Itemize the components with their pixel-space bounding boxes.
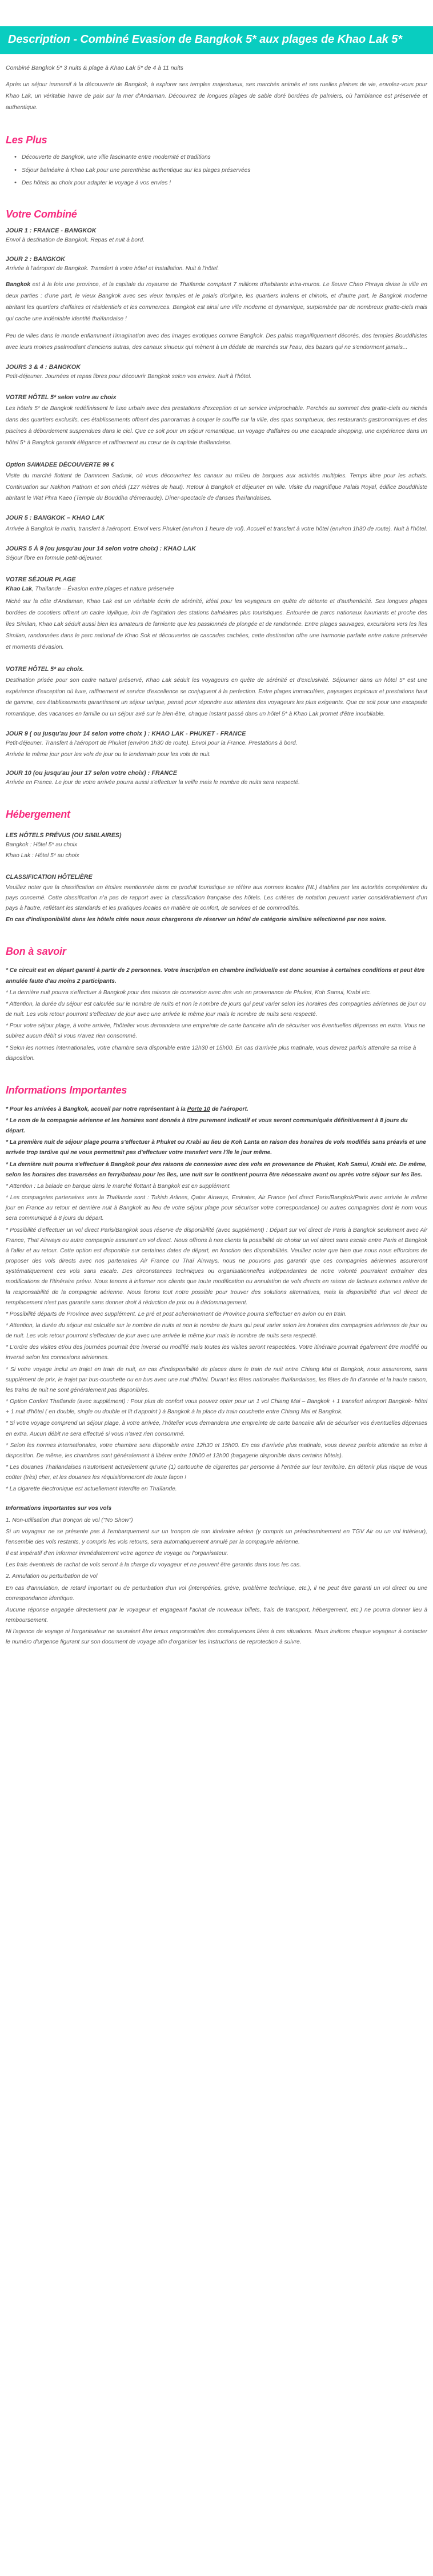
vols-item: Si un voyageur ne se présente pas à l'embarquement sur un tronçon de son itinéraire aérien (y compris un préacheminement en TGV Air ou un vol intérieur), l'ensemble des vols restants, y compris les vols retours, sera automatiquement annulé par la compagnie aérienne. xyxy=(6,1528,427,1545)
day-title-10: JOUR 10 (ou jusqu'au jour 17 selon votre choix) : FRANCE xyxy=(6,770,178,777)
vols-item: Il est impératif d'en informer immédiatement votre agence de voyage ou l'organisateur. xyxy=(6,1550,228,1557)
khao-lak-bold: Khao Lak xyxy=(6,585,32,592)
info-item: * La cigarette électronique est actuellement interdite en Thaïlande. xyxy=(6,1486,177,1493)
porte-10-underline: Porte 10 xyxy=(187,1106,210,1112)
bon-a-savoir-item: * La dernière nuit pourra s'effectuer à Bangkok pour des raisons de connexion avec des vols en provenance de Phuket, Koh Samui, Krabi etc. xyxy=(6,989,371,996)
vols-item: Aucune réponse engagée directement par le voyageur et engageant l'achat de nouveaux billets, frais de transport, hébergement, etc.) ne pourra donner lieu à remboursement. xyxy=(6,1606,427,1624)
vols-item: 2. Annulation ou perturbation de vol xyxy=(6,1573,98,1580)
section-heading-bon-a-savoir: Bon à savoir xyxy=(6,946,66,958)
list-item: • Séjour balnéaire à Khao Lak pour une parenthèse authentique sur les plages préservées xyxy=(22,166,427,175)
info-item: * La première nuit de séjour plage pourra s'effectuer à Phuket ou Krabi au lieu de Koh Lanta en raison des horaires de vols modifiés sans préavis et une arrivée trop tardive qui ne vous permettrait pas d'effectuer votre transfert vers l'île le jour même. xyxy=(6,1139,426,1156)
vols-item: Ni l'agence de voyage ni l'organisateur ne sauraient être tenus responsables des conséquences liées à ces situations. Nous invitons chaque voyageur à contacter le numéro d'urgence figurant sur son document de voyage afin d'organiser les instructions de reprotection à suivre. xyxy=(6,1629,427,1646)
les-plus-list xyxy=(6,153,427,188)
page-content xyxy=(0,63,433,1648)
day-text-5-to-9: Séjour libre en formule petit-déjeuner. xyxy=(6,555,103,562)
info-item-pre: * Pour les arrivées à Bangkok, accueil par notre représentant à la xyxy=(6,1106,187,1112)
day-text-5: Arrivée à Bangkok le matin, transfert à l'aéroport. Envol vers Phuket (environ 1 heure de vol). Accueil et transfert à votre hôtel (environ 1h30 de route). Nuit à l'hôtel. xyxy=(6,526,427,533)
day-text-2: Arrivée à l'aéroport de Bangkok. Transfert à votre hôtel et installation. Nuit à l'hôtel. xyxy=(6,265,219,272)
day-title-2: JOUR 2 : BANGKOK xyxy=(6,255,66,263)
info-item: * La dernière nuit pourra s'effectuer à Bangkok pour des raisons de connexion avec des vols en provenance de Phuket, Koh Samui, Krabi etc. De même, selon les horaires des traversées en ferry/bateau pour les îles, une nuit sur le continent pourra être nécessaire avant ou après votre séjour sur les îles. xyxy=(6,1161,427,1178)
info-item: * Les douanes Thaïlandaises n'autorisent actuellement qu'une (1) cartouche de cigarettes par personne à l'entrée sur leur territoire. En détenir plus risque de vous coûter (très) cher, et les douanes les réquisitionneront de toute façon ! xyxy=(6,1464,427,1481)
bon-a-savoir-item: * Attention, la durée du séjour est calculée sur le nombre de nuits et non le nombre de jours qui peut varier selon les horaires des compagnies aériennes de jour ou de nuit. Les vols retour pourront s'effectuer de jour avec une arrivée le même jour mais le nombre de nuits sera respecté. xyxy=(6,1000,426,1018)
section-heading-les-plus: Les Plus xyxy=(6,134,47,146)
intro-paragraph: Après un séjour immersif à la découverte de Bangkok, à explorer ses temples majestueux, ses marchés animés et ses ruelles pleines de vie, envolez-vous pour Khao Lak, un véritable havre de paix sur la mer d'Andaman. Découvrez de longues plages de sable doré bordées de palmiers, où l'ambiance est préservée et authentique. xyxy=(6,82,427,111)
day-text-3-4: Petit-déjeuner. Journées et repas libres pour découvrir Bangkok selon vos envies. Nuit à l'hôtel. xyxy=(6,373,252,380)
list-item: • Des hôtels au choix pour adapter le voyage à vos envies ! xyxy=(22,179,427,188)
list-item: • Découverte de Bangkok, une ville fascinante entre modernité et traditions xyxy=(22,153,427,162)
info-item: * Selon les normes internationales, votre chambre sera disponible entre 12h30 et 15h00. En cas d'arrivée plus matinale, vous devrez parfois attendre sa mise à disposition. De même, les chambres sont généralement à libérer entre 10h00 et 12h00 (bagagerie disponible dans certains hôtels). xyxy=(6,1442,427,1459)
page-title-banner: Description - Combiné Evasion de Bangkok 5* aux plages de Khao Lak 5* xyxy=(0,26,433,54)
section-heading-hebergement: Hébergement xyxy=(6,808,70,820)
bangkok-bold-lead: Bangkok xyxy=(6,282,31,288)
sejour-plage-text: Niché sur la côte d'Andaman, Khao Lak est un véritable écrin de sérénité, idéal pour les voyageurs en quête de détente et d'authenticité. Ses longues plages bordées de cocotiers offrent un cadre idyllique, loin de l'agitation des stations balnéaires plus touristiques. Entourée de parcs nationaux luxuriants et proche des îles Similan, Khao Lak séduit aussi bien les amateurs de farniente que les passionnés de plongée et de randonnée. Entre plages sauvages, excursions vers les îles Similan, randonnées dans le parc national de Khao Sok et découvertes de cascades cachées, cette destination offre une harmonie parfaite entre nature préservée et moments d'évasion. xyxy=(6,598,427,650)
bon-a-savoir-item: * Pour votre séjour plage, à votre arrivée, l'hôtelier vous demandera une empreinte de carte bancaire afin de sécuriser vos éventuelles dépenses en extra. Vous ne subirez aucun débit si vous n'avez rien consommé. xyxy=(6,1023,426,1040)
hotel-bangkok-title: VOTRE HÔTEL 5* selon votre au choix xyxy=(6,394,117,401)
info-item: * Attention, la durée du séjour est calculée sur le nombre de nuits et non le nombre de jours qui peut varier selon les horaires des compagnies aériennes de jour ou de nuit. Les vols retour pourront s'effectuer de jour avec une arrivée le même jour mais le nombre de nuits sera respecté. xyxy=(6,1322,427,1340)
classification-bold-note: En cas d'indisponibilité dans les hôtels cités nous nous chargerons de réserver un hôtel de catégorie similaire sélectionné par nos soins. xyxy=(6,917,387,923)
hotels-prevus-title: LES HÔTELS PRÉVUS (OU SIMILAIRES) xyxy=(6,831,122,839)
vols-item: 1. Non-utilisation d'un tronçon de vol ("No Show") xyxy=(6,1517,133,1524)
bon-a-savoir-item-bold: * Ce circuit est en départ garanti à partir de 2 personnes. Votre inscription en chambre individuelle est donc soumise à certaines conditions et peut être annulée faute d'au moins 2 participants. xyxy=(6,967,425,984)
classification-title: CLASSIFICATION HÔTELIÈRE xyxy=(6,873,93,881)
khao-lak-subtitle-rest: , Thaïlande – Évasion entre plages et nature préservée xyxy=(31,585,174,592)
vols-item: En cas d'annulation, de retard important ou de perturbation d'un vol (intempéries, grève, problème technique, etc.), il ne peut être garanti un vol direct ou une correspondance identique. xyxy=(6,1585,427,1602)
day-text-9b: Arrivée le même jour pour les vols de jour ou le lendemain pour les vols de nuit. xyxy=(6,751,211,758)
classification-text: Veuillez noter que la classification en étoiles mentionnée dans ce produit touristique se réfère aux normes locales (NL) établies par les autorités compétentes du pays concerné. Cette classification n'a pas de rapport avec la classification française des hôtels. Les critères de notation peuvent varier considérablement d'un pays à l'autre, reflétant les standards et les pratiques locales en matière de confort, de services et de commodités. xyxy=(6,884,427,912)
bangkok-description-rest: est à la fois une province, et la capitale du royaume de Thaïlande comptant 7 millions d'habitants intra-muros. Le fleuve Chao Phraya divise la ville en deux parties : d'une part, le vieux Bangkok avec ses vieux temples et le palais d'origine, les quartiers indiens et chinois, et d'autre part, le Bangkok moderne abritant les quartiers d'affaires et résidentiels et les commerces. Bangkok est ainsi une ville moderne et dynamique, surplombée par de nombreux gratte-ciels mais qui cache une indéniable identité thaïlandaise ! xyxy=(6,282,427,322)
day-title-3-4: JOURS 3 & 4 : BANGKOK xyxy=(6,363,81,371)
bangkok-description-1 xyxy=(6,279,427,325)
sejour-plage-subtitle xyxy=(6,585,427,594)
day-text-1: Envol à destination de Bangkok. Repas et nuit à bord. xyxy=(6,237,145,244)
bon-a-savoir-item: * Selon les normes internationales, votre chambre sera disponible entre 12h30 et 15h00. En cas d'arrivée plus matinale, vous devrez parfois attendre sa mise à disposition. xyxy=(6,1044,416,1062)
sejour-plage-title: VOTRE SÉJOUR PLAGE xyxy=(6,576,76,583)
info-item: * Si votre voyage comprend un séjour plage, à votre arrivée, l'hôtelier vous demandera une empreinte de carte bancaire afin de sécuriser vos éventuelles dépenses en extra. Aucun débit ne sera effectué si vous n'avez rien consommé. xyxy=(6,1420,427,1437)
hotel-khaolak-title: VOTRE HÔTEL 5* au choix. xyxy=(6,665,84,673)
hotel-bangkok-text: Les hôtels 5* de Bangkok redéfinissent le luxe urbain avec des prestations d'exception et un service irréprochable. Perchés au sommet des gratte-ciels ou nichés dans des quartiers exclusifs, ces établissements offrent des panoramas à couper le souffle sur la ville, des spas somptueux, des restaurants gastronomiques et des piscines à débordement suspendues dans le ciel. Que ce soit pour un séjour romantique, un voyage d'affaires ou une escapade shopping, une expérience dans un hôtel 5* à Bangkok garantit élégance et raffinement au cœur de la capitale thaïlandaise. xyxy=(6,405,427,446)
hotel-khaolak-line: Khao Lak : Hôtel 5* au choix xyxy=(6,853,79,859)
info-item-post: de l'aéroport. xyxy=(210,1106,248,1112)
vols-item: Les frais éventuels de rachat de vols seront à la charge du voyageur et ne peuvent être garantis dans tous les cas. xyxy=(6,1562,302,1569)
day-title-5-to-9: JOURS 5 À 9 (ou jusqu'au jour 14 selon votre choix) : KHAO LAK xyxy=(6,545,197,553)
option-sawadee-title: Option SAWADEE DÉCOUVERTE 99 € xyxy=(6,461,114,468)
hotel-bangkok-line: Bangkok : Hôtel 5* au choix xyxy=(6,841,78,848)
info-item: * L'ordre des visites et/ou des journées pourrait être inversé ou modifié mais toutes les visites seront respectées. Votre itinéraire pourrait également être modifié ou inversé selon les connexions aériennes. xyxy=(6,1344,427,1361)
info-item: * Les compagnies partenaires vers la Thaïlande sont : Tukish Arlines, Qatar Airways, Emirates, Air France (vol direct Paris/Bangkok/Paris avec arrivée le même jour en France au retour et dernière nuit à Bangkok au lieu de votre séjour plage pour sécuriser votre correspondance) ou autres compagnies dont le nom vous sera communiqué à 8 jours du départ. xyxy=(6,1195,427,1222)
section-heading-informations-importantes: Informations Importantes xyxy=(6,1084,127,1096)
day-title-9: JOUR 9 ( ou jusqu'au jour 14 selon votre choix ) : KHAO LAK - PHUKET - FRANCE xyxy=(6,730,246,738)
intro-lead: Combiné Bangkok 5* 3 nuits & plage à Khao Lak 5* de 4 à 11 nuits xyxy=(6,64,183,71)
vols-section-heading: Informations importantes sur vos vols xyxy=(6,1505,112,1512)
info-item: * Attention : La balade en barque dans le marché flottant à Bangkok est en supplément. xyxy=(6,1183,231,1189)
info-item: * Si votre voyage inclut un trajet en train de nuit, en cas d'indisponibilité de places dans le train de nuit entre Chiang Mai et Bangkok, nous assurerons, sans supplément de prix, le trajet par bus-couchette ou en bus avec une nuit d'hôtel. Durant les fêtes nationales thaïlandaises, les fêtes de fin d'année et la haute saison, les trains de nuit ne sont généralement pas disponibles. xyxy=(6,1366,427,1393)
info-item: * Possibilité d'effectuer un vol direct Paris/Bangkok sous réserve de disponibilité (avec supplément) : Départ sur vol direct de Paris à Bangkok seulement avec Air France, Thaï Airways ou autre compagnie assurant un vol direct. Nous offrons à nos clients la possibilité de choisir un vol direct sans escale entre Paris et Bangkok à l'aller et au retour. Cette option est disponible sur certaines dates de départ, en fonction des disponibilités. Veuillez noter que bien que nous nous efforcions de proposer des vols directs avec nos partenaires Air France ou Thaï Airways, nous ne pouvons pas garantir que ces compagnies aériennes assureront systématiquement ces vols sans escale. Des circonstances techniques ou organisationnelles indépendantes de notre volonté pourraient entraîner des modifications de l'itinéraire prévu. Nous tenons à informer nos clients que toute modification ou annulation de vols directs en raison de facteurs externes relève de la responsabilité de la compagnie aérienne. Nous ferons tout notre possible pour trouver des solutions alternatives, mais la disponibilité d'un vol direct de remplacement n'est pas garantie sans donner droit à réduction de prix ou à dédommagement. xyxy=(6,1227,427,1306)
top-spacer xyxy=(0,0,433,26)
option-sawadee-text: Visite du marché flottant de Damnoen Saduak, où vous découvrirez les canaux au milieu de barques aux activités multiples. Temps libre pour les achats. Continuation sur Nakhon Pathom et son chédi (127 mètres de haut). Retour à Bangkok et déjeuner en ville. Visite du magnifique Palais Royal, édifice Bouddhiste abritant le Wat Phra Kaeo (Temple du Bouddha d'émeraude). Dîner-spectacle de danses thaïlandaises. xyxy=(6,472,427,502)
bangkok-description-2: Peu de villes dans le monde enflamment l'imagination avec des images exotiques comme Bangkok. Des palais magnifiquement décorés, des temples Bouddhistes avec leurs moines psalmodiant d'anciens sutras, des canaux sinueux qui mènent à un dédale de marchés sur l'eau, des bazars qui ne s'endorment jamais... xyxy=(6,332,427,351)
day-title-5: JOUR 5 : BANGKOK – KHAO LAK xyxy=(6,515,105,522)
info-item: * Le nom de la compagnie aérienne et les horaires sont donnés à titre purement indicatif et vous seront communiqués définitivement à 8 jours du départ. xyxy=(6,1118,408,1135)
info-item: * Option Confort Thaïlande (avec supplément) : Pour plus de confort vous pouvez opter pour un 1 vol Chiang Mai – Bangkok + 1 transfert aéroport Bangkok- hôtel + 1 nuit d'hôtel ( en double, single ou double et lit d'appoint ) à Bangkok à la place du train couchette entre Chiang Mai et Bangkok. xyxy=(6,1398,427,1416)
day-title-1: JOUR 1 : FRANCE - BANGKOK xyxy=(6,227,97,235)
info-item-porte-10 xyxy=(6,1104,427,1115)
day-text-10: Arrivée en France. Le jour de votre arrivée pourra aussi s'effectuer la veille mais le nombre de nuits sera respecté. xyxy=(6,779,300,786)
day-text-9a: Petit-déjeuner. Transfert à l'aéroport de Phuket (environ 1h30 de route). Envol pour la France. Prestations à bord. xyxy=(6,740,298,747)
hotel-khaolak-text: Destination prisée pour son cadre naturel préservé, Khao Lak séduit les voyageurs en quête de sérénité et d'exclusivité. Séjourner dans un hôtel 5* est une expérience d'exception où luxe, raffinement et service d'excellence se conjuguent à la perfection. Entre plages immaculées, paysages tropicaux et prestations haut de gamme, ces établissements garantissent un séjour unique, pensé pour répondre aux attentes des voyageurs les plus exigeants. Que ce soit pour une escapade romantique, des vacances en famille ou un séjour axé sur le bien-être, chaque instant passé dans un hôtel 5* à Khao Lak promet d'être inoubliable. xyxy=(6,677,427,718)
section-heading-votre-combine: Votre Combiné xyxy=(6,208,77,220)
info-item: * Possibilité départs de Province avec supplément. Le pré et post acheminement de Province pourra s'effectuer en avion ou en train. xyxy=(6,1311,347,1317)
